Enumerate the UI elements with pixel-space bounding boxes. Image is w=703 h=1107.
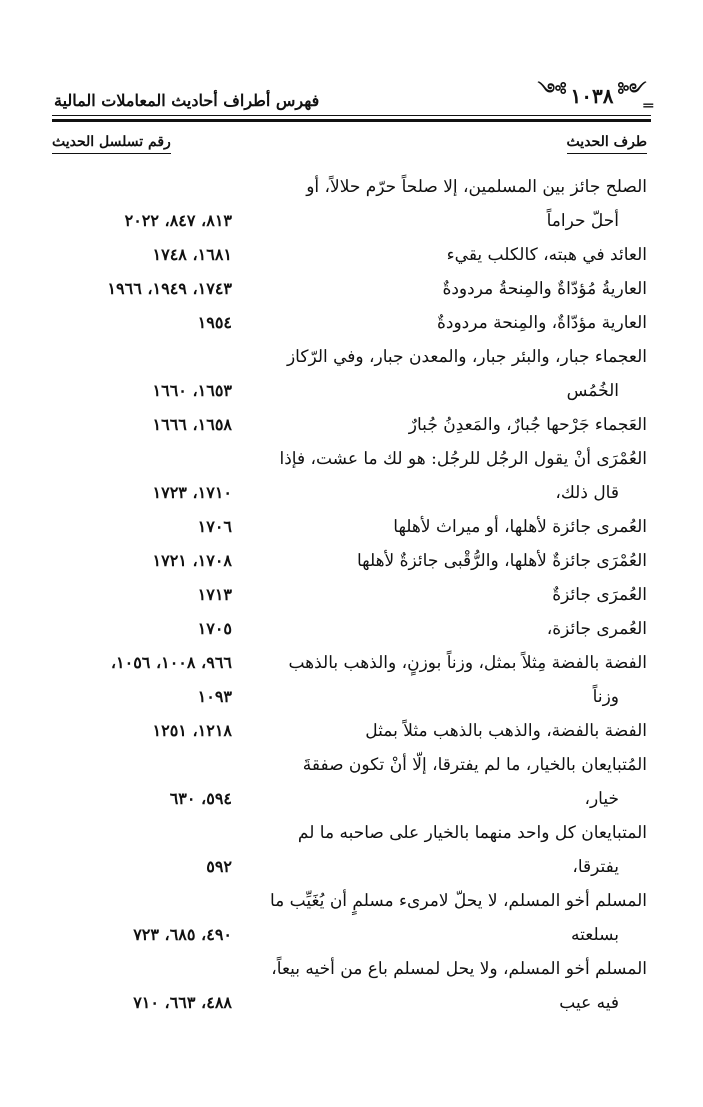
header-title: فهرس أطراف أحاديث المعاملات المالية [54, 91, 320, 110]
serial-numbers-line: ١٩٥٤ [197, 313, 232, 332]
index-entry [52, 612, 647, 646]
hadith-text-line: الفضة بالفضة مِثلاً بمثل، وزناً بوزنٍ، والذهب بالذهب [288, 653, 647, 673]
header-dash: ═ [643, 96, 653, 115]
serial-numbers-line: ١٢١٨، ١٢٥١ [152, 721, 232, 740]
hadith-text [237, 816, 647, 884]
serial-numbers-line: ١٧١٠، ١٧٢٣ [152, 483, 232, 502]
serial-numbers [52, 510, 232, 544]
hadith-text-line: العُمْرَى أنْ يقول الرجُل للرجُل: هو لك ما عشت، فإذا [279, 449, 647, 469]
column-heading-hadith [567, 134, 647, 150]
hadith-text-line: المُتبايعان بالخيار، ما لم يفترقا، إلّا أنْ تكون صفقةَ [302, 755, 647, 775]
serial-numbers-line: ١٧٠٨، ١٧٢١ [152, 551, 232, 570]
hadith-text [237, 952, 647, 1020]
index-entry [52, 544, 647, 578]
serial-numbers-line: ١٦٨١، ١٧٤٨ [152, 245, 232, 264]
index-entry [52, 442, 647, 510]
serial-numbers-line: ١٦٥٨، ١٦٦٦ [152, 415, 232, 434]
hadith-text [237, 510, 647, 544]
hadith-text-line: العُمرَى جائزةٌ [552, 585, 647, 605]
serial-numbers-line: ٤٩٠، ٦٨٥، ٧٢٣ [133, 925, 232, 944]
hadith-text-line: المتبايعان كل واحد منهما بالخيار على صاحبه ما لم [297, 823, 647, 843]
hadith-text [237, 442, 647, 510]
serial-numbers [52, 612, 232, 646]
serial-numbers-line: ١٧١٣ [197, 585, 232, 604]
serial-numbers [52, 850, 232, 884]
hadith-text [237, 340, 647, 408]
column-heading-serial [52, 134, 171, 150]
index-entry [52, 340, 647, 408]
hadith-text [237, 578, 647, 612]
hadith-text-line: قال ذلك، [555, 483, 619, 503]
serial-numbers-line: ٥٩٤، ٦٣٠ [169, 789, 232, 808]
page-number: ١٠٣٨ [570, 84, 614, 108]
hadith-text [237, 408, 647, 442]
index-entry [52, 170, 647, 238]
hadith-text-line: فيه عيب [559, 993, 619, 1013]
serial-numbers [52, 408, 232, 442]
hadith-text-line: الصلح جائز بين المسلمين، إلا صلحاً حرّم حلالاً، أو [306, 177, 647, 197]
hadith-text [237, 306, 647, 340]
page-number-badge [537, 78, 647, 114]
hadith-text-line: العاريةُ مُؤدّاةٌ والمِنحةُ مردودةٌ [442, 279, 647, 299]
hadith-text-line: العُمرى جائزة، [546, 619, 647, 639]
serial-numbers-line: ١٧٤٣، ١٩٤٩، ١٩٦٦ [107, 279, 232, 298]
serial-numbers [52, 476, 232, 510]
hadith-text-line: العجماء جبار، والبئر جبار، والمعدن جبار، وفي الرّكاز [286, 347, 647, 367]
ornament-left-icon: ༺ [537, 80, 567, 101]
serial-numbers-line: ١٧٠٥ [197, 619, 232, 638]
serial-numbers-line: ٤٨٨، ٦٦٣، ٧١٠ [133, 993, 232, 1012]
hadith-text-line: الخُمُس [566, 381, 619, 401]
hadith-text [237, 238, 647, 272]
hadith-text [237, 272, 647, 306]
hadith-text-line: العُمرى جائزة لأهلها، أو ميراث لأهلها [393, 517, 647, 537]
running-header [52, 72, 651, 116]
serial-numbers-line: ١٦٥٣، ١٦٦٠ [152, 381, 232, 400]
column-heading-serial-label: رقم تسلسل الحديث [52, 134, 171, 154]
index-entry [52, 510, 647, 544]
hadith-text-line: العائد في هبته، كالكلب يقيء [446, 245, 647, 265]
serial-numbers-line: ٨١٣، ٨٤٧، ٢٠٢٢ [124, 211, 232, 230]
index-entry [52, 578, 647, 612]
index-entry [52, 714, 647, 748]
serial-numbers [52, 646, 232, 714]
serial-numbers [52, 918, 232, 952]
index-entry [52, 748, 647, 816]
hadith-text-line: المسلم أخو المسلم، لا يحلّ لامرىء مسلمٍ أن يُغَيِّب ما [269, 891, 647, 911]
hadith-text-line: العُمْرَى جائزةٌ لأهلها، والرُّقْبى جائزةٌ لأهلها [356, 551, 647, 571]
index-entry [52, 272, 647, 306]
index-entry [52, 884, 647, 952]
serial-numbers [52, 272, 232, 306]
serial-numbers [52, 238, 232, 272]
serial-numbers [52, 204, 232, 238]
serial-numbers [52, 306, 232, 340]
hadith-text-line: أحلّ حراماً [546, 211, 619, 231]
hadith-text [237, 646, 647, 714]
serial-numbers [52, 714, 232, 748]
serial-numbers [52, 544, 232, 578]
hadith-text [237, 748, 647, 816]
hadith-text [237, 544, 647, 578]
index-entries [52, 170, 647, 1020]
index-entry [52, 238, 647, 272]
hadith-text-line: وزناً [592, 687, 619, 707]
hadith-text [237, 170, 647, 238]
hadith-text-line: العارية مؤدّاةٌ، والمِنحة مردودةٌ [436, 313, 647, 333]
index-entry [52, 408, 647, 442]
hadith-text-line: بسلعته [571, 925, 619, 945]
index-entry [52, 816, 647, 884]
serial-numbers-line: ١٠٩٣ [197, 687, 232, 706]
index-entry [52, 952, 647, 1020]
hadith-text-line: خيار، [584, 789, 619, 809]
serial-numbers-line: ٩٦٦، ١٠٠٨، ١٠٥٦، [110, 653, 232, 672]
serial-numbers [52, 374, 232, 408]
hadith-text-line: العَجماء جَرْحها جُبارٌ، والمَعدِنُ جُبارٌ [408, 415, 647, 435]
hadith-text-line: الفضة بالفضة، والذهب بالذهب مثلاً بمثل [365, 721, 647, 741]
column-heading-hadith-label: طرف الحديث [567, 134, 647, 154]
hadith-text [237, 714, 647, 748]
index-entry [52, 646, 647, 714]
hadith-text [237, 612, 647, 646]
serial-numbers [52, 578, 232, 612]
hadith-text-line: يفترقا، [572, 857, 619, 877]
ornament-right-icon: ༻ [617, 80, 647, 101]
serial-numbers-line: ١٧٠٦ [197, 517, 232, 536]
serial-numbers [52, 782, 232, 816]
index-entry [52, 306, 647, 340]
serial-numbers [52, 986, 232, 1020]
hadith-text-line: المسلم أخو المسلم، ولا يحل لمسلم باع من أخيه بيعاً، [271, 959, 647, 979]
serial-numbers-line: ٥٩٢ [206, 857, 232, 876]
hadith-text [237, 884, 647, 952]
